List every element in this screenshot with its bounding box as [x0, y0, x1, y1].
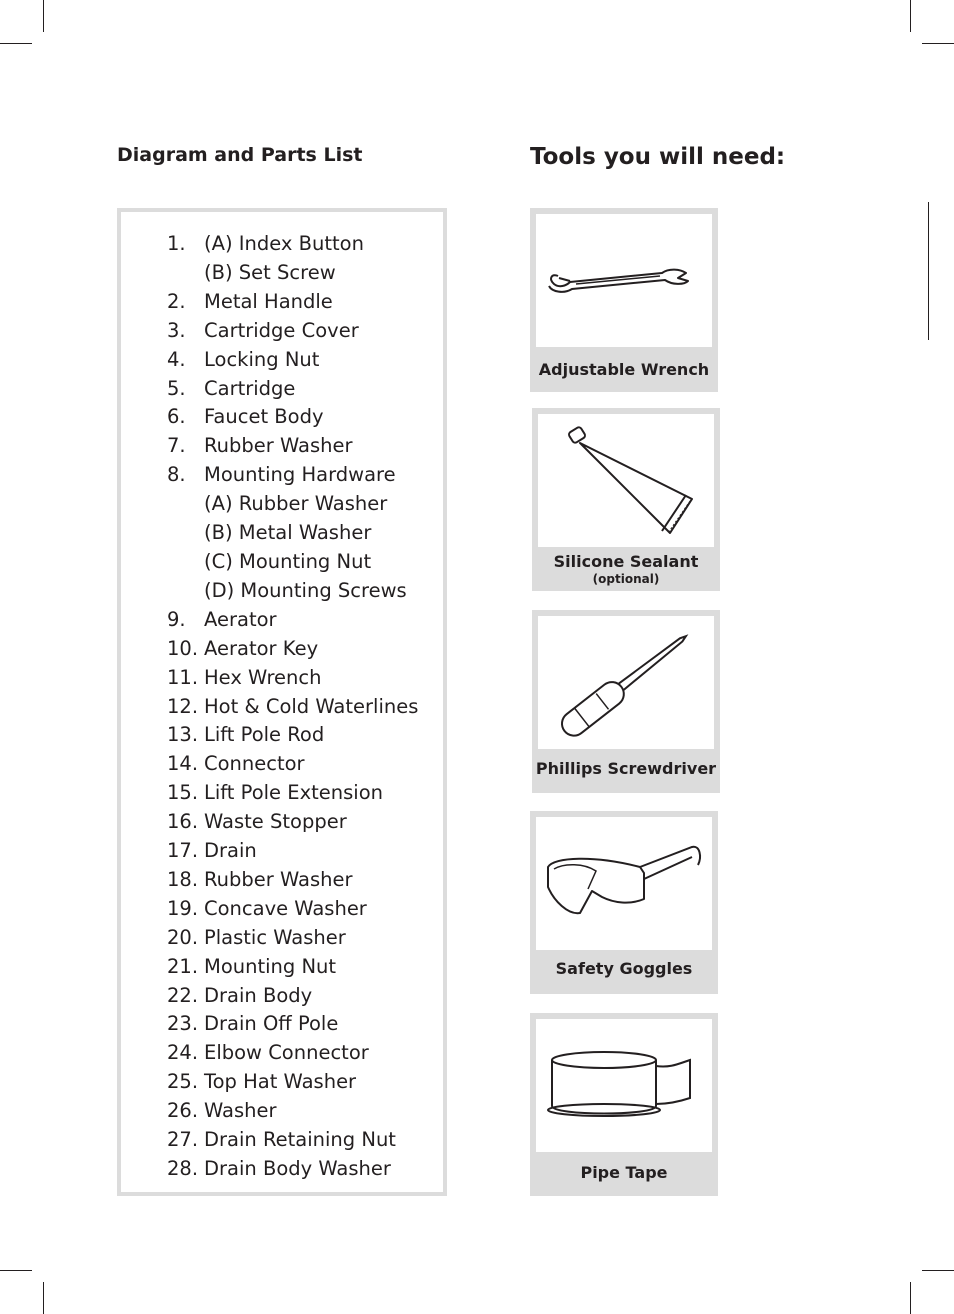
parts-list-item	[167, 346, 418, 375]
part-number: 21.	[167, 954, 199, 978]
parts-list-item	[167, 721, 418, 750]
part-label: Mounting Hardware	[204, 463, 396, 487]
screwdriver-icon	[546, 623, 706, 743]
part-label: Aerator	[204, 607, 277, 631]
tool-image-frame	[538, 414, 714, 547]
parts-list-item	[167, 924, 418, 953]
tape-roll-icon	[544, 1046, 704, 1126]
tool-image-frame	[536, 1019, 712, 1152]
part-number: 26.	[167, 1099, 199, 1123]
part-number	[167, 519, 204, 548]
parts-list-item	[167, 548, 418, 577]
part-label: Hex Wrench	[204, 665, 322, 689]
part-number: 5.	[167, 376, 186, 400]
part-number: 6.	[167, 405, 186, 429]
part-number: 14.	[167, 752, 199, 776]
parts-list-item	[167, 1126, 418, 1155]
part-label: Drain Retaining Nut	[204, 1128, 396, 1152]
parts-list-item	[167, 577, 418, 606]
tool-label: Phillips Screwdriver	[535, 759, 717, 778]
part-label: Drain Body Washer	[204, 1157, 391, 1180]
parts-list-item	[167, 1068, 418, 1097]
parts-list-item	[167, 750, 418, 779]
tool-card-silicone-sealant	[532, 408, 720, 591]
part-number: 8.	[167, 463, 186, 487]
tool-note: (optional)	[592, 572, 660, 586]
parts-list-item	[167, 1155, 418, 1184]
part-label: Mounting Nut	[204, 954, 337, 978]
part-number: 15.	[167, 781, 199, 805]
part-number: 7.	[167, 434, 186, 458]
part-number: 10.	[167, 636, 199, 660]
crop-mark	[0, 43, 32, 44]
parts-list-item	[167, 693, 418, 722]
parts-list-item	[167, 288, 418, 317]
parts-list-item	[167, 606, 418, 635]
tool-card-adjustable-wrench	[530, 208, 718, 392]
crop-mark	[922, 43, 954, 44]
part-number: 9.	[167, 607, 186, 631]
part-number	[167, 548, 204, 577]
part-number: 16.	[167, 810, 199, 834]
part-label: Hot & Cold Waterlines	[204, 694, 419, 718]
part-label: (B) Set Screw	[204, 260, 336, 284]
part-number: 25.	[167, 1070, 199, 1094]
goggles-icon	[544, 839, 704, 929]
parts-list-item	[167, 1097, 418, 1126]
sealant-tube-icon	[546, 421, 706, 541]
parts-list-item	[167, 866, 418, 895]
crop-mark	[43, 1282, 44, 1314]
part-label: Locking Nut	[204, 347, 320, 371]
part-number: 1.	[167, 232, 186, 255]
part-label: Concave Washer	[204, 896, 367, 920]
parts-list-item	[167, 635, 418, 664]
part-label: Lift Pole Extension	[204, 781, 383, 805]
part-label: Elbow Connector	[204, 1041, 369, 1065]
crop-mark	[910, 0, 911, 32]
tool-image-frame	[538, 616, 714, 749]
part-number: 12.	[167, 694, 199, 718]
part-label: Rubber Washer	[204, 867, 353, 891]
part-label: Cartridge	[204, 376, 296, 400]
part-number: 20.	[167, 925, 199, 949]
crop-mark	[0, 1270, 32, 1271]
part-label: Drain	[204, 839, 257, 863]
parts-list-item	[167, 317, 418, 346]
parts-list-item	[167, 1039, 418, 1068]
part-label: (A) Rubber Washer	[204, 492, 388, 516]
part-label: Drain Off Pole	[204, 1012, 339, 1036]
part-number: 4.	[167, 347, 186, 371]
part-label: Top Hat Washer	[204, 1070, 357, 1094]
part-label: (B) Metal Washer	[204, 521, 372, 545]
page-edge-mark	[928, 202, 929, 340]
parts-list-box	[117, 208, 447, 1196]
parts-list-item	[167, 895, 418, 924]
tool-label: Adjustable Wrench	[538, 360, 710, 379]
part-number: 24.	[167, 1041, 199, 1065]
part-number: 3.	[167, 318, 186, 342]
parts-list-item	[167, 403, 418, 432]
part-label: Lift Pole Rod	[204, 723, 325, 747]
tool-card-pipe-tape	[530, 1013, 718, 1196]
parts-list-item	[167, 519, 418, 548]
crop-mark	[910, 1282, 911, 1314]
part-number: 19.	[167, 896, 199, 920]
parts-list-item	[167, 779, 418, 808]
part-number: 18.	[167, 867, 199, 891]
part-number: 17.	[167, 839, 199, 863]
part-label: Aerator Key	[204, 636, 319, 660]
parts-list-item	[167, 982, 418, 1011]
part-label: Cartridge Cover	[204, 318, 359, 342]
parts-list-item	[167, 1010, 418, 1039]
part-label: Waste Stopper	[204, 810, 347, 834]
tool-label: Pipe Tape	[580, 1163, 668, 1182]
part-label: (D) Mounting Screws	[204, 578, 407, 602]
part-label: (C) Mounting Nut	[204, 549, 372, 573]
tools-heading: Tools you will need:	[530, 144, 786, 170]
part-number: 27.	[167, 1128, 199, 1152]
crop-mark	[922, 1270, 954, 1271]
parts-list-item	[167, 375, 418, 404]
tool-label: Silicone Sealant	[553, 552, 699, 571]
parts-list-heading: Diagram and Parts List	[117, 144, 363, 166]
part-number: 28.	[167, 1157, 199, 1180]
part-number	[167, 577, 204, 606]
tool-image-frame	[536, 214, 712, 347]
tool-label: Safety Goggles	[555, 959, 693, 978]
parts-list	[167, 230, 418, 1184]
tool-image-frame	[536, 817, 712, 950]
part-number: 22.	[167, 983, 199, 1007]
crop-mark	[43, 0, 44, 32]
part-label: Faucet Body	[204, 405, 324, 429]
parts-list-item	[167, 808, 418, 837]
part-label: Plastic Washer	[204, 925, 346, 949]
parts-list-item	[167, 953, 418, 982]
parts-list-item	[167, 461, 418, 490]
parts-list-item	[167, 837, 418, 866]
parts-list-item	[167, 432, 418, 461]
part-label: Rubber Washer	[204, 434, 353, 458]
part-label: Drain Body	[204, 983, 313, 1007]
part-number: 2.	[167, 289, 186, 313]
part-number	[167, 490, 204, 519]
part-label: Washer	[204, 1099, 277, 1123]
part-label: (A) Index Button	[204, 232, 364, 255]
part-label: Connector	[204, 752, 305, 776]
parts-list-item	[167, 490, 418, 519]
part-number: 11.	[167, 665, 199, 689]
parts-list-item	[167, 259, 418, 288]
tool-card-phillips-screwdriver	[532, 610, 720, 793]
wrench-icon	[544, 251, 704, 311]
tool-card-safety-goggles	[530, 811, 718, 994]
parts-list-item	[167, 230, 418, 259]
part-label: Metal Handle	[204, 289, 333, 313]
part-number: 13.	[167, 723, 199, 747]
part-number: 23.	[167, 1012, 199, 1036]
parts-list-item	[167, 664, 418, 693]
part-number	[167, 259, 204, 288]
